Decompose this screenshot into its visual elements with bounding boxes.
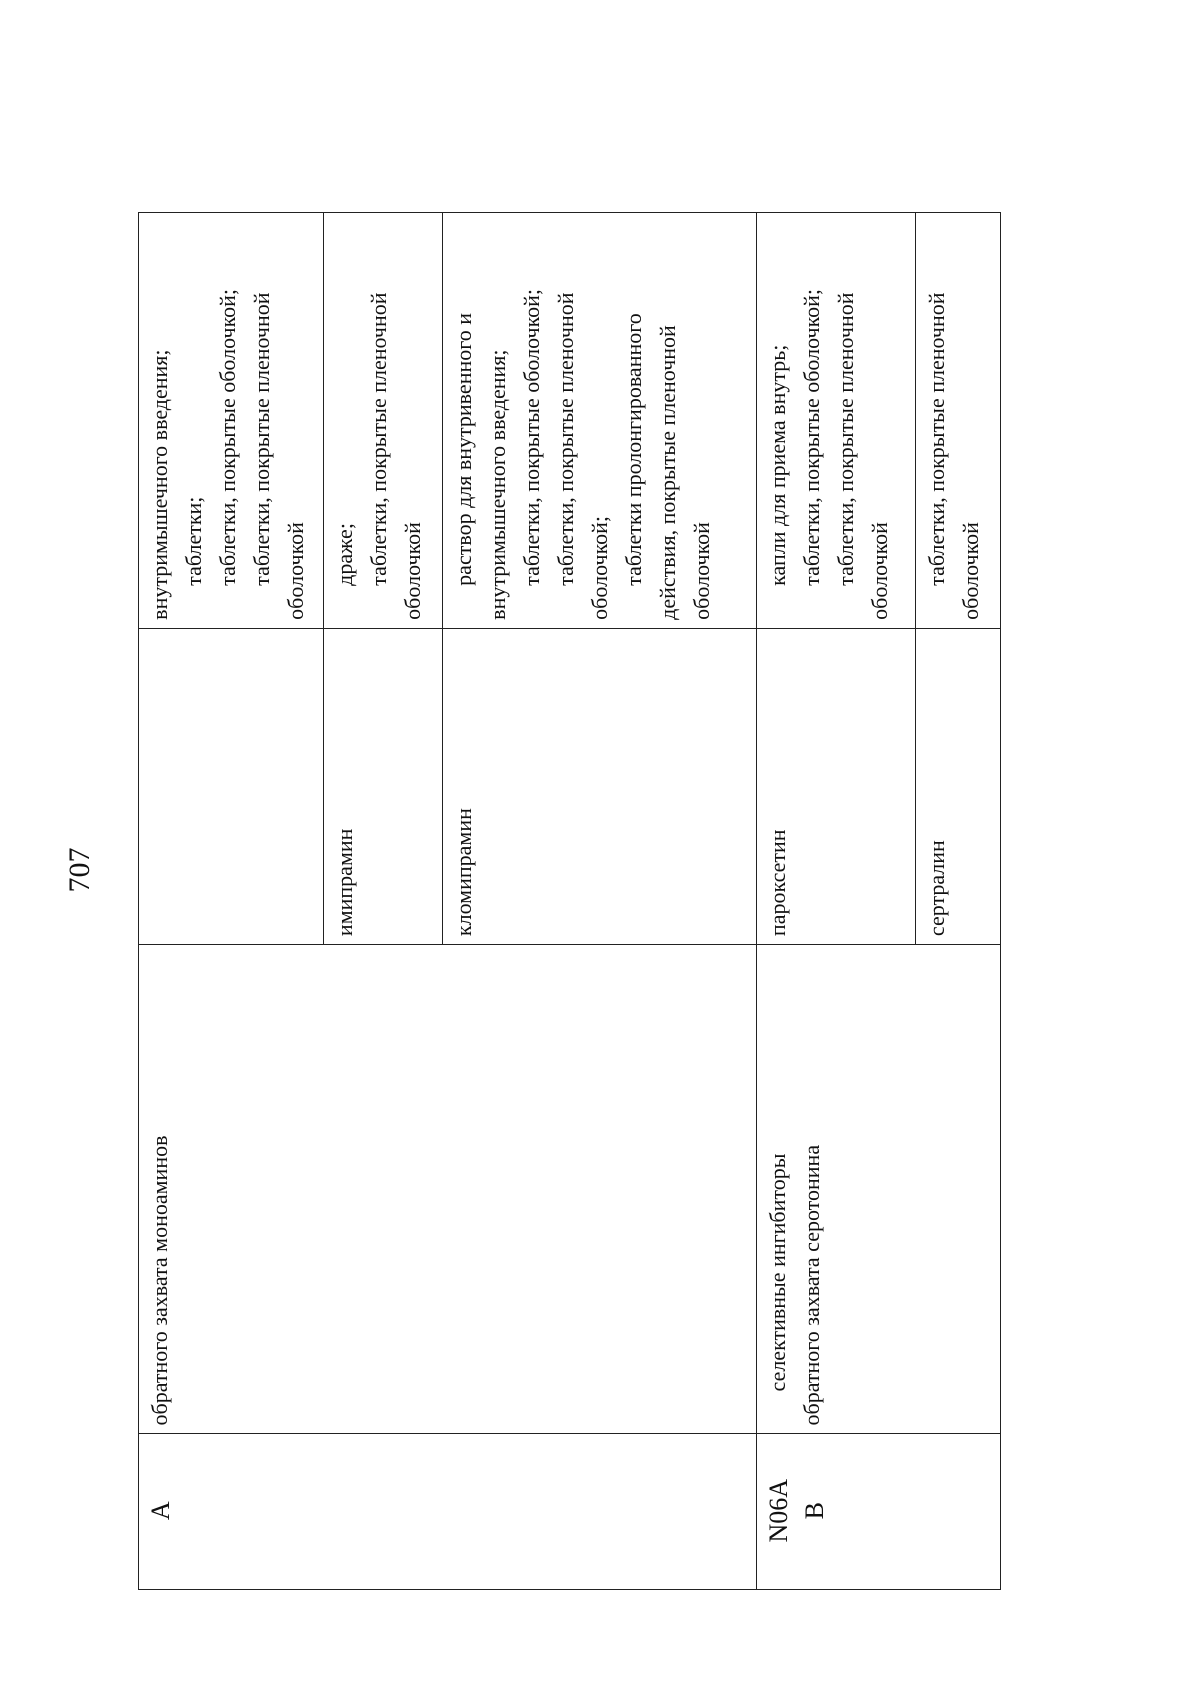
atc-code-text: А (146, 1501, 175, 1521)
dosage-form-cell (324, 213, 443, 629)
form-line: внутримышечного введения; (485, 349, 510, 620)
form-line: действия, покрытые пленочной (655, 325, 680, 620)
dosage-form-cell (757, 213, 916, 629)
atc-code-text: B (800, 1502, 829, 1520)
form-line: таблетки, покрытые пленочной (249, 292, 274, 586)
form-line: таблетки, покрытые оболочкой; (215, 288, 240, 586)
drug-table (138, 212, 1001, 1590)
drug-name: кломипрамин (451, 808, 476, 937)
rotated-content (60, 210, 1000, 1590)
drug-name: сертралин (924, 840, 949, 937)
form-line: оболочкой (689, 522, 714, 620)
dosage-form-cell (139, 213, 324, 629)
group-cell (139, 945, 757, 1434)
form-line: таблетки; (181, 496, 206, 586)
form-line: таблетки, покрытые пленочной (924, 292, 949, 586)
group-text: обратного захвата моноаминов (147, 1135, 172, 1426)
form-line: драже; (332, 523, 357, 586)
drug-name-cell (324, 628, 443, 944)
table-row (757, 213, 916, 1590)
form-line: таблетки, покрытые оболочкой; (519, 288, 544, 586)
drug-name: имипрамин (332, 828, 357, 937)
drug-name-cell (916, 628, 1001, 944)
form-line: оболочкой; (587, 515, 612, 620)
form-line: таблетки, покрытые оболочкой; (799, 288, 824, 586)
form-line: таблетки, покрытые пленочной (833, 292, 858, 586)
form-line: оболочкой (867, 522, 892, 620)
group-text: селективные ингибиторы (765, 1153, 790, 1392)
form-line: таблетки, покрытые пленочной (553, 292, 578, 586)
page-number: 707 (63, 847, 96, 893)
atc-code-cell (757, 1434, 1001, 1590)
group-text: обратного захвата серотонина (799, 1144, 824, 1426)
form-line: оболочкой (400, 522, 425, 620)
drug-name-cell (443, 628, 757, 944)
form-line: таблетки пролонгированного (621, 313, 646, 586)
form-line: внутримышечного введения; (147, 349, 172, 620)
atc-code-text: N06A (764, 1478, 793, 1543)
dosage-form-cell (443, 213, 757, 629)
drug-name-cell (757, 628, 916, 944)
drug-name: пароксетин (765, 829, 790, 937)
table-row (139, 213, 324, 1590)
group-cell (757, 945, 1001, 1434)
form-line: капли для приема внутрь; (765, 344, 790, 586)
atc-code-cell (139, 1434, 757, 1590)
form-line: раствор для внутривенного и (451, 313, 476, 586)
drug-name-cell (139, 628, 324, 944)
form-line: оболочкой (283, 522, 308, 620)
form-line: оболочкой (958, 522, 983, 620)
form-line: таблетки, покрытые пленочной (366, 292, 391, 586)
dosage-form-cell (916, 213, 1001, 629)
